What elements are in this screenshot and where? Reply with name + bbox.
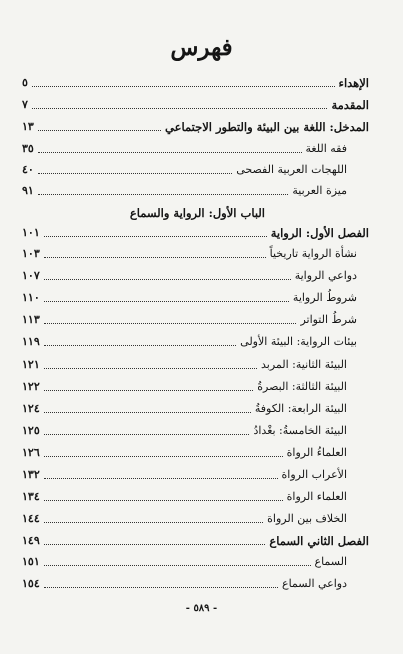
toc-entry-page: ١٢٤ — [22, 402, 40, 415]
leader-dots — [32, 86, 335, 87]
leader-dots — [38, 130, 161, 131]
leader-dots — [44, 478, 278, 479]
toc-entry-label: فقه اللغة — [305, 142, 347, 155]
toc-entry — [22, 311, 357, 327]
toc-entry-label: الأعراب الرواة — [281, 468, 347, 481]
toc-entry-label: اللهجات العربية الفصحى — [236, 163, 347, 176]
toc-entry-label: الخلاف بين الرواة — [267, 512, 347, 525]
toc-entry-page: ١٤٤ — [22, 512, 40, 525]
toc-entry — [22, 378, 347, 394]
toc-entry — [22, 289, 357, 305]
toc-entry-page: ١٤٩ — [22, 534, 40, 547]
toc-entry-page: ١٢٢ — [22, 380, 40, 393]
toc-entry-label: الإهداء — [338, 76, 369, 90]
toc-entry-label: العلماء الرواة — [286, 490, 347, 503]
toc-entry-label: الفصل الأول: الرواية — [270, 226, 369, 240]
toc-entry-page: ٩١ — [22, 184, 34, 197]
leader-dots — [44, 544, 266, 545]
leader-dots — [44, 345, 236, 346]
toc-entry-introduction — [22, 96, 369, 112]
toc-entry — [22, 356, 347, 372]
toc-entry-label: بيئات الرواية: البيئة الأولى — [240, 335, 357, 348]
leader-dots — [44, 368, 257, 369]
toc-entry-page: ٧ — [22, 98, 28, 111]
toc-entry-page: ١٠٧ — [22, 269, 40, 282]
leader-dots — [44, 390, 254, 391]
leader-dots — [38, 194, 289, 195]
toc-entry — [22, 224, 369, 240]
toc-entry-page: ٣٥ — [22, 142, 34, 155]
toc-entry — [22, 553, 347, 569]
toc-entry — [22, 488, 347, 504]
toc-entry-label: نشأة الرواية تاريخياً — [269, 247, 357, 260]
toc-entry-label: البيئة الرابعة: الكوفةُ — [254, 402, 347, 415]
leader-dots — [44, 456, 283, 457]
leader-dots — [44, 257, 266, 258]
toc-entry-label: ميزة العربية — [292, 184, 347, 197]
toc-entry-page: ١٢١ — [22, 358, 40, 371]
leader-dots — [44, 279, 291, 280]
toc-entry-page: ٤٠ — [22, 163, 34, 176]
toc-entry-arabic-feature — [22, 182, 347, 198]
leader-dots — [44, 434, 250, 435]
toc-entry-label: البيئة الخامسةُ: بغْدادُ — [253, 424, 347, 437]
leader-dots — [44, 522, 263, 523]
toc-entry-dedication — [22, 74, 369, 90]
toc-entry — [22, 444, 347, 460]
toc-entry-label: السماع — [314, 555, 347, 568]
toc-entry — [22, 267, 357, 283]
page-title: فهرس — [170, 34, 233, 61]
toc-entry-page: ١٣٢ — [22, 468, 40, 481]
toc-entry-label: شروطُ الرواية — [292, 291, 357, 304]
leader-dots — [44, 236, 267, 237]
toc-entry — [22, 510, 347, 526]
toc-entry-label: المدخل: اللغة بين البيئة والتطور الاجتماعي — [165, 120, 369, 134]
toc-entry-page: ١١٣ — [22, 313, 40, 326]
toc-entry-label: دواعي السماع — [282, 577, 347, 590]
leader-dots — [44, 587, 278, 588]
toc-entry-label: الفصل الثاني السماع — [269, 534, 369, 548]
toc-entry-page: ١٠٣ — [22, 247, 40, 260]
toc-entry-dialects — [22, 161, 347, 177]
toc-entry — [22, 575, 347, 591]
leader-dots — [44, 565, 311, 566]
toc-entry-page: ٥ — [22, 76, 28, 89]
leader-dots — [44, 301, 289, 302]
toc-entry-label: دواعي الرواية — [294, 269, 357, 282]
toc-entry-page: ١١٠ — [22, 291, 40, 304]
section-heading: الباب الأول: الرواية والسماع — [129, 206, 265, 220]
leader-dots — [44, 412, 251, 413]
toc-entry-page: ١٠١ — [22, 226, 40, 239]
toc-entry-label: المقدمة — [331, 98, 369, 112]
toc-entry-label: البيئة الثالثة: البصرةُ — [257, 380, 347, 393]
toc-entry-page: ١٣ — [22, 120, 34, 133]
toc-entry — [22, 400, 347, 416]
toc-entry — [22, 466, 347, 482]
toc-entry — [22, 245, 357, 261]
toc-entry — [22, 422, 347, 438]
toc-entry-page: ١٢٦ — [22, 446, 40, 459]
leader-dots — [38, 152, 302, 153]
toc-entry-page: ١٣٤ — [22, 490, 40, 503]
toc-entry-philology — [22, 140, 347, 156]
toc-entry-label: شرطُ التواتر — [300, 313, 357, 326]
toc-entry-page: ١٢٥ — [22, 424, 40, 437]
leader-dots — [44, 323, 297, 324]
leader-dots — [44, 500, 283, 501]
toc-entry-label: البيئة الثانية: المربد — [261, 358, 347, 371]
leader-dots — [32, 108, 328, 109]
toc-entry-page: ١٥١ — [22, 555, 40, 568]
page-number-footer: - ٥٨٩ - — [185, 603, 218, 614]
toc-entry — [22, 532, 369, 548]
toc-entry-entrance — [22, 118, 369, 134]
toc-entry — [22, 333, 357, 349]
toc-entry-label: العلماءُ الرواة — [286, 446, 347, 459]
toc-entry-page: ١٥٤ — [22, 577, 40, 590]
leader-dots — [38, 173, 232, 174]
toc-entry-page: ١١٩ — [22, 335, 40, 348]
